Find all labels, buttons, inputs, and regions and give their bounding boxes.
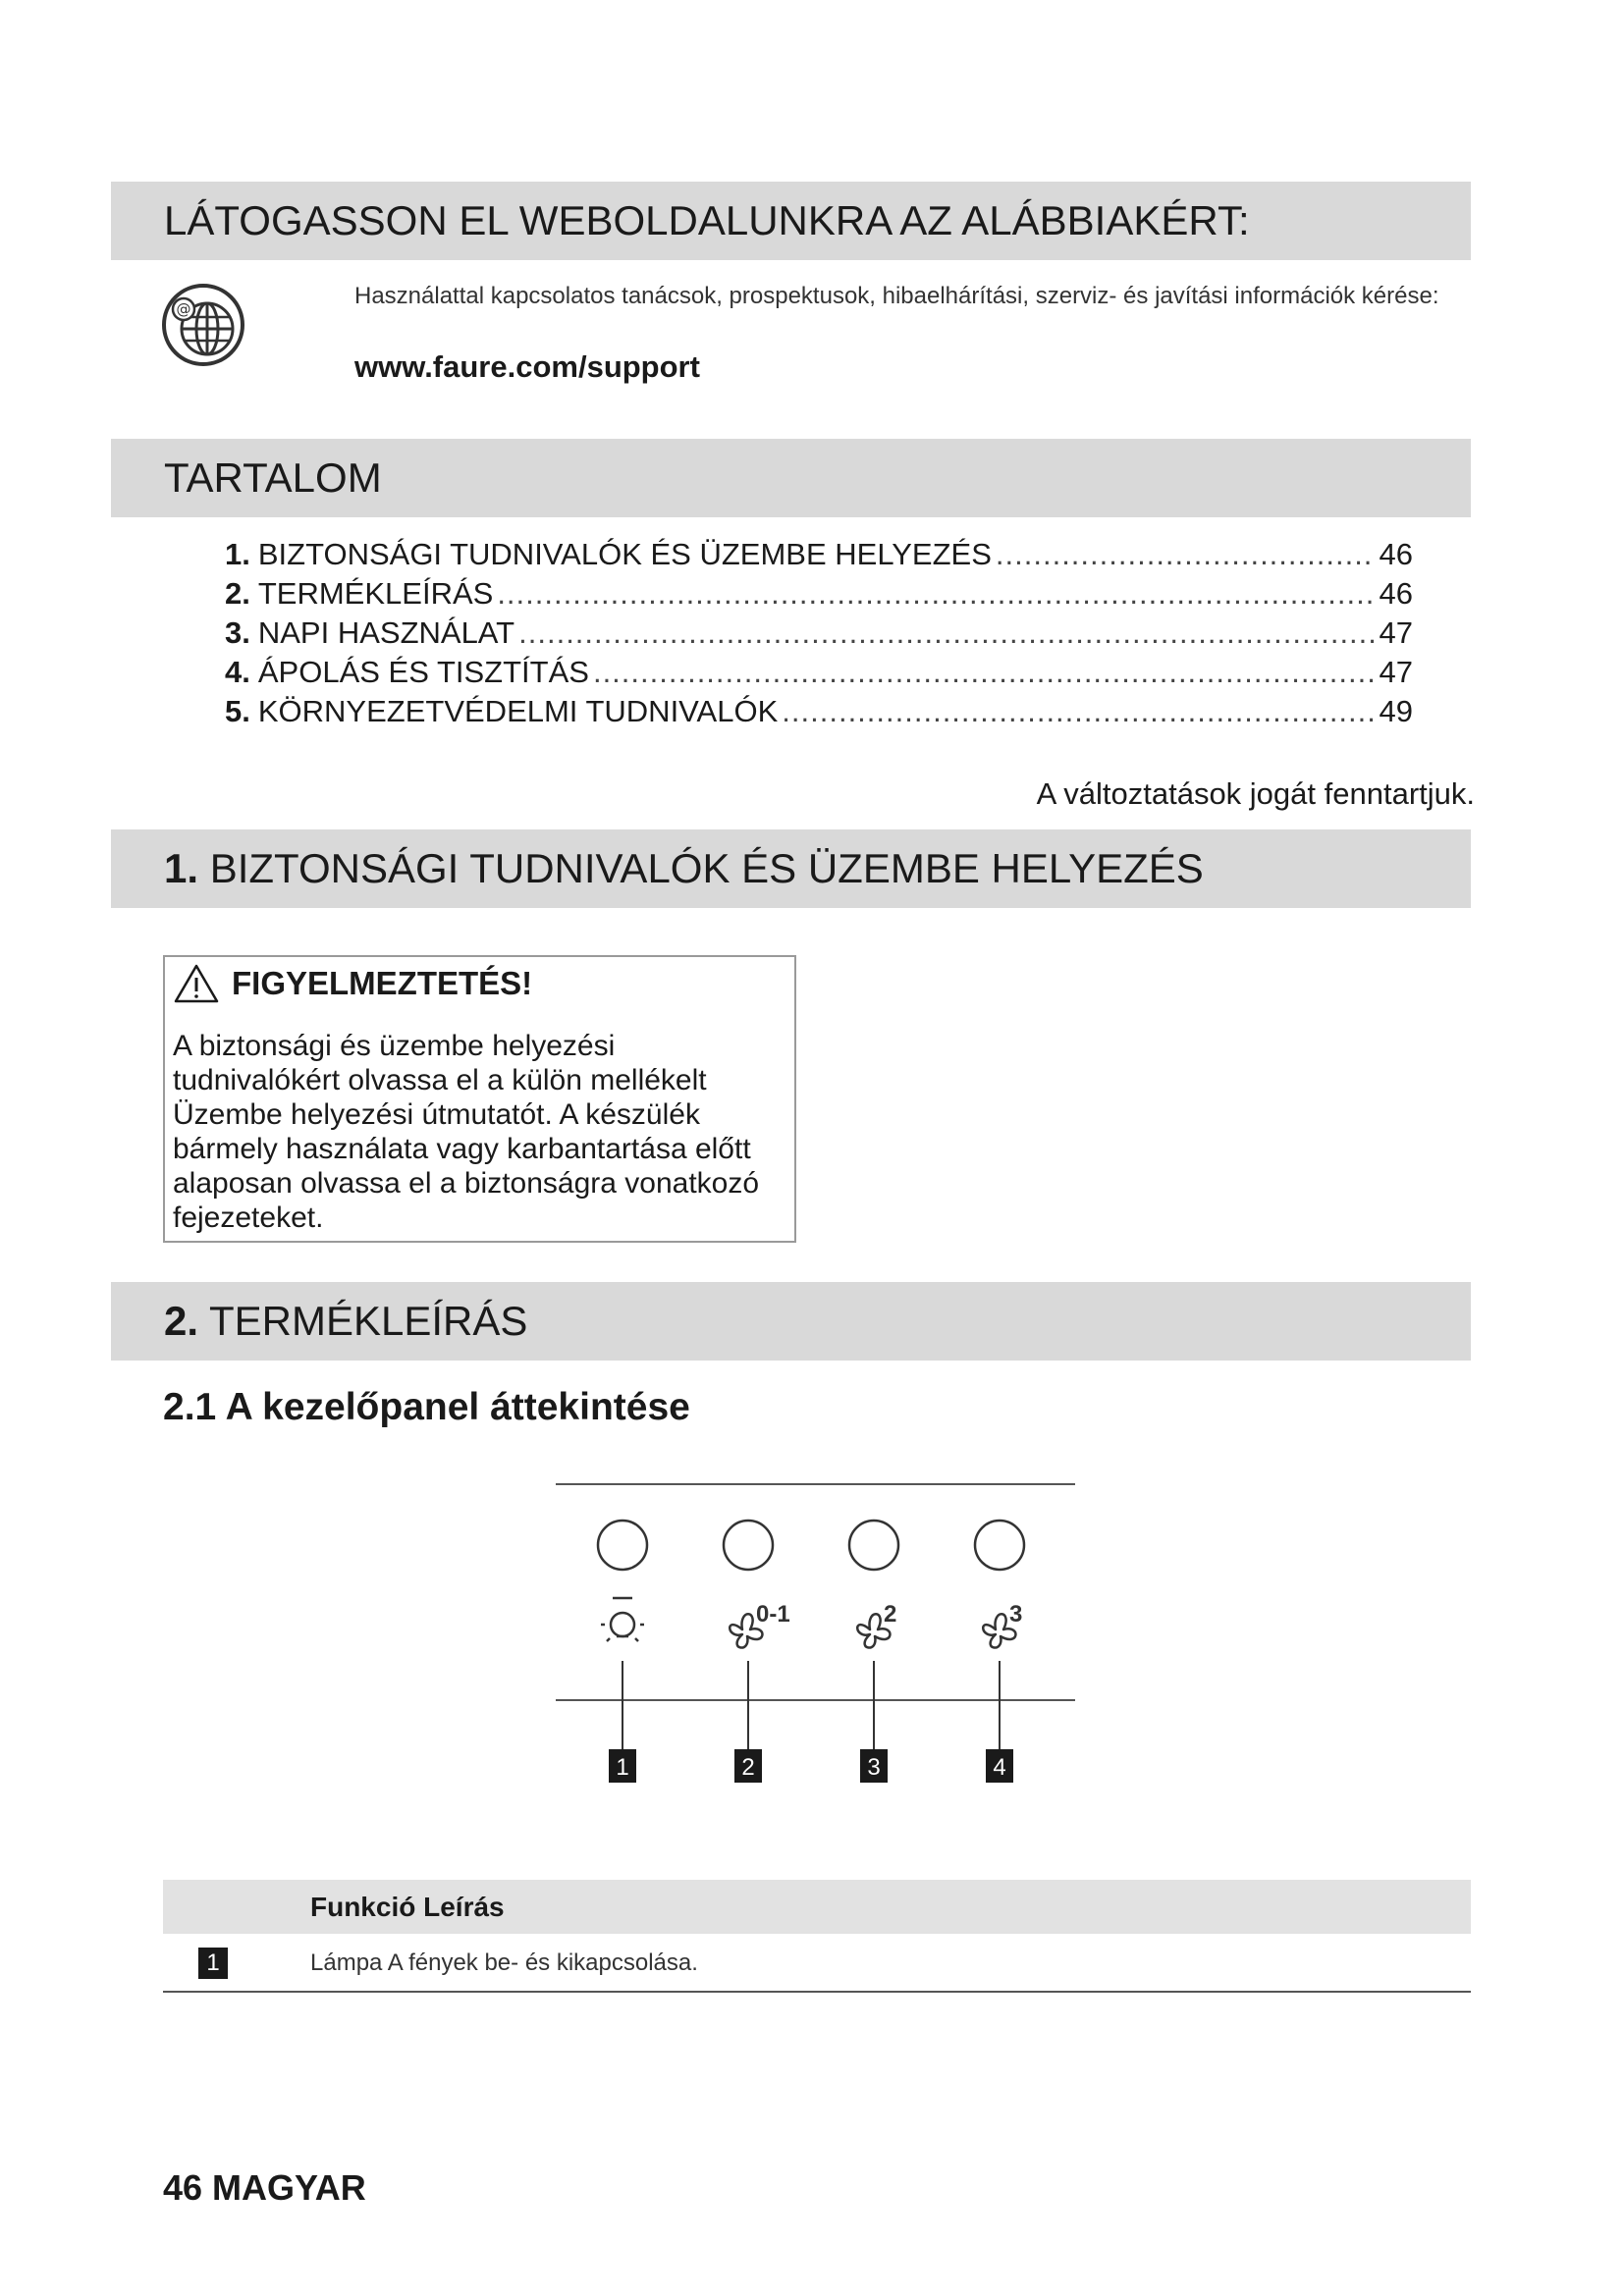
contents-section-header	[111, 439, 1471, 517]
fan-speed-label: 2	[884, 1601, 897, 1628]
subsection-title: 2.1 A kezelőpanel áttekintése	[163, 1386, 690, 1428]
toc-item-page: 47	[1379, 655, 1413, 689]
warning-text: A biztonsági és üzembe helyezési tudnivalókért olvassa el a külön mellékelt Üzembe helyezési útmutatót. A készülék bármely használata vagy karbantartása előtt alaposan olvassa el a biztonságra vonatkozó fejezeteket.	[173, 1030, 760, 1234]
table-of-contents	[225, 535, 1413, 731]
toc-item-number: 1.	[225, 537, 250, 571]
section1-number: 1.	[164, 845, 199, 891]
toc-dot-leader	[497, 574, 1375, 614]
toc-dot-leader	[518, 614, 1375, 653]
contents-title: TARTALOM	[164, 454, 382, 501]
fan-speed-3-button[interactable]	[975, 1521, 1024, 1570]
section2-title-text: TERMÉKLEÍRÁS	[208, 1298, 528, 1344]
web-globe-icon	[160, 282, 246, 368]
toc-item[interactable]	[225, 535, 1413, 574]
svg-text:@: @	[176, 300, 191, 318]
warning-box	[163, 955, 796, 1243]
toc-item-title: KÖRNYEZETVÉDELMI TUDNIVALÓK	[257, 694, 779, 728]
fan-speed-0-1-button[interactable]	[724, 1521, 773, 1570]
callout-1-label: 1	[616, 1754, 629, 1781]
warning-header	[173, 963, 532, 1004]
section2-number: 2.	[164, 1298, 199, 1344]
toc-item-title: ÁPOLÁS ÉS TISZTÍTÁS	[257, 655, 589, 689]
rights-notice: A változtatások jogát fenntartjuk.	[1036, 776, 1475, 811]
callout-1	[609, 1749, 636, 1783]
section1-header	[111, 829, 1471, 908]
toc-item[interactable]	[225, 653, 1413, 692]
row-description: Lámpa A fények be- és kikapcsolása.	[310, 1949, 698, 1976]
fan-speed-label: 0-1	[756, 1601, 790, 1628]
visit-description: Használattal kapcsolatos tanácsok, prospektusok, hibaelhárítási, szerviz- és javítási információk kérése:	[354, 283, 1439, 309]
callout-3-label: 3	[867, 1754, 881, 1781]
toc-item-page: 46	[1379, 576, 1413, 611]
support-url[interactable]: www.faure.com/support	[354, 349, 700, 384]
toc-item-title: TERMÉKLEÍRÁS	[257, 576, 494, 611]
callout-3	[860, 1749, 888, 1783]
function-table-header	[163, 1880, 1471, 1934]
lamp-button[interactable]	[598, 1521, 647, 1570]
lamp-icon	[601, 1598, 644, 1641]
callout-2	[734, 1749, 762, 1783]
toc-item-page: 46	[1379, 537, 1413, 571]
section1-title	[164, 845, 1204, 892]
control-panel-diagram	[550, 1472, 1080, 1806]
toc-item-page: 49	[1379, 694, 1413, 728]
fan-speed-label: 3	[1009, 1601, 1023, 1628]
table-row	[163, 1934, 1471, 1993]
section1-title-text: BIZTONSÁGI TUDNIVALÓK ÉS ÜZEMBE HELYEZÉS	[209, 845, 1204, 891]
warning-triangle-icon	[173, 963, 220, 1004]
page-footer: 46 MAGYAR	[163, 2167, 366, 2208]
toc-item[interactable]	[225, 574, 1413, 614]
visit-title: LÁTOGASSON EL WEBOLDALUNKRA AZ ALÁBBIAKÉRT:	[164, 197, 1250, 243]
callout-4	[986, 1749, 1013, 1783]
toc-dot-leader	[593, 653, 1376, 692]
callout-4-label: 4	[993, 1754, 1006, 1781]
toc-item-number: 5.	[225, 694, 250, 728]
callout-2-label: 2	[741, 1754, 755, 1781]
section2-title	[164, 1298, 527, 1345]
section2-header	[111, 1282, 1471, 1361]
toc-item-number: 2.	[225, 576, 250, 611]
toc-dot-leader	[782, 692, 1375, 731]
row-number-badge: 1	[198, 1948, 228, 1979]
toc-item-number: 4.	[225, 655, 250, 689]
toc-item[interactable]	[225, 692, 1413, 731]
toc-item-number: 3.	[225, 615, 250, 650]
function-table-header-label: Funkció Leírás	[310, 1892, 505, 1922]
fan-speed-2-button[interactable]	[849, 1521, 898, 1570]
toc-dot-leader	[996, 535, 1376, 574]
function-table	[163, 1880, 1471, 1993]
toc-item-page: 47	[1379, 615, 1413, 650]
toc-item[interactable]	[225, 614, 1413, 653]
visit-section-header	[111, 182, 1471, 260]
toc-item-title: NAPI HASZNÁLAT	[257, 615, 515, 650]
toc-item-title: BIZTONSÁGI TUDNIVALÓK ÉS ÜZEMBE HELYEZÉS	[257, 537, 992, 571]
warning-title: FIGYELMEZTETÉS!	[232, 965, 533, 1001]
